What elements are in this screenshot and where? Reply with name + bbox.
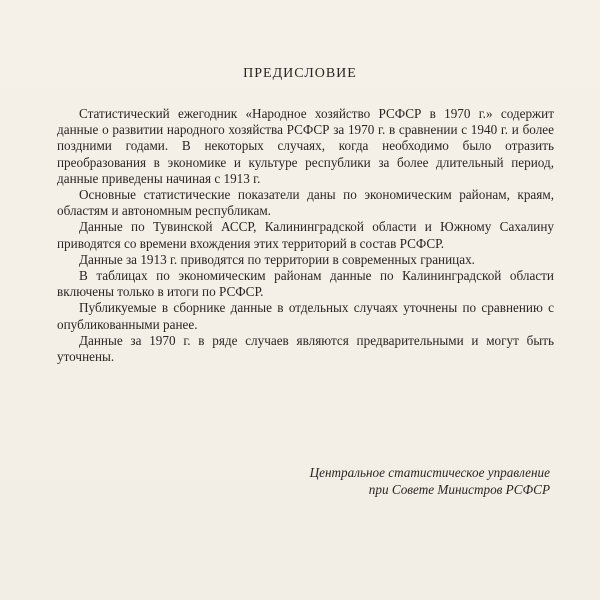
paragraph-6: Публикуемые в сборнике данные в отдельных случаях уточнены по сравнению с опубликованными ранее. bbox=[57, 300, 554, 332]
signature-line-2: при Совете Министров РСФСР bbox=[368, 482, 550, 497]
paragraph-5: В таблицах по экономическим районам данные по Калининградской области включены только в итоги по РСФСР. bbox=[57, 268, 554, 300]
preface-body bbox=[57, 106, 554, 365]
paragraph-2: Основные статистические показатели даны по экономическим районам, краям, областям и автономным республикам. bbox=[57, 187, 554, 219]
paragraph-7: Данные за 1970 г. в ряде случаев являются предварительными и могут быть уточнены. bbox=[57, 332, 554, 365]
paragraph-4: Данные за 1913 г. приводятся по территории в современных границах. bbox=[79, 251, 475, 267]
page-title: ПРЕДИСЛОВИЕ bbox=[243, 66, 357, 81]
signature-line-1: Центральное статистическое управление bbox=[309, 465, 550, 480]
paragraph-1: Статистический ежегодник «Народное хозяйство РСФСР в 1970 г.» содержит данные о развитии народного хозяйства РСФСР за 1970 г. в сравнении с 1940 г. и более поздними годами. В некоторых случаях, когда необходимо было отразить преобразования в экономике и культуре республики за более длительный период, данные приведены начиная с 1913 г. bbox=[57, 106, 554, 186]
paragraph-3: Данные по Тувинской АССР, Калининградской области и Южному Сахалину приводятся со времени вхождения этих территорий в состав РСФСР. bbox=[57, 219, 554, 251]
signature-block bbox=[310, 464, 550, 498]
